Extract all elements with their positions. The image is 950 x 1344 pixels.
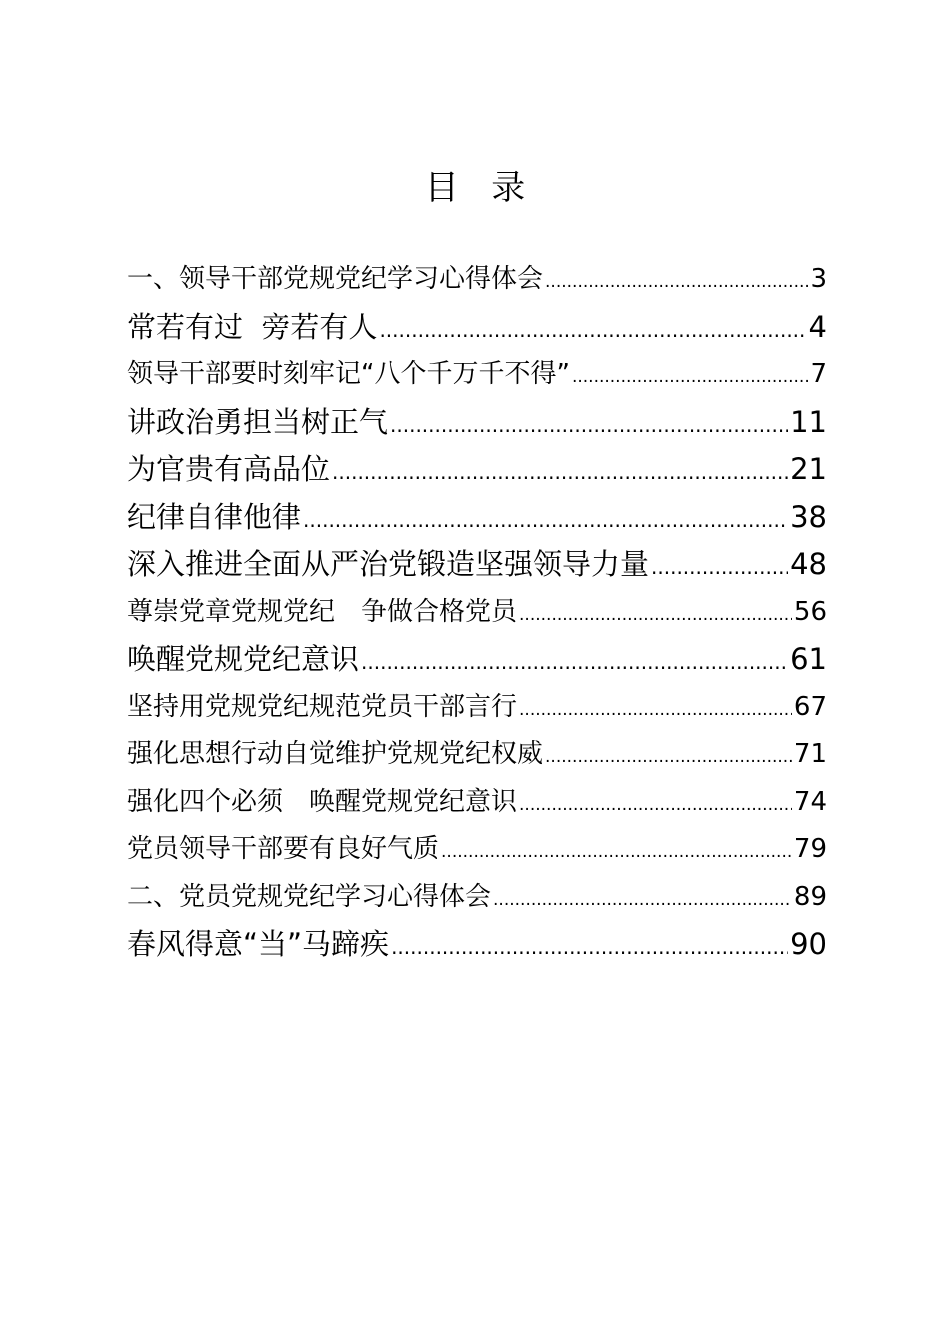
toc-leader-dots bbox=[390, 402, 788, 447]
toc-leader-dots bbox=[391, 924, 788, 969]
toc-entry-title: 深入推进全面从严治党锻造坚强领导力量 bbox=[127, 547, 650, 581]
toc-leader-dots bbox=[519, 592, 792, 637]
toc-leader-dots bbox=[545, 259, 808, 304]
toc-entry[interactable] bbox=[127, 921, 827, 969]
toc-entry[interactable] bbox=[127, 304, 827, 352]
toc-entry[interactable] bbox=[127, 541, 827, 589]
toc-leader-dots bbox=[545, 734, 792, 779]
toc-entry-title: 一、领导干部党规党纪学习心得体会 bbox=[127, 264, 544, 294]
toc-entry[interactable] bbox=[127, 589, 827, 637]
toc-entry[interactable] bbox=[127, 684, 827, 732]
toc-entry[interactable] bbox=[127, 351, 827, 399]
toc-leader-dots bbox=[572, 354, 809, 399]
toc-page-number: 56 bbox=[793, 596, 827, 627]
toc-page-number: 71 bbox=[793, 739, 827, 769]
toc-entry[interactable] bbox=[127, 636, 827, 684]
toc-entry[interactable] bbox=[127, 494, 827, 542]
toc-page-number: 74 bbox=[793, 786, 827, 817]
toc-page-number: 90 bbox=[790, 927, 827, 961]
toc-leader-dots bbox=[332, 449, 788, 494]
toc-page-number: 11 bbox=[790, 404, 827, 439]
toc-entry[interactable] bbox=[127, 399, 827, 447]
toc-entry[interactable] bbox=[127, 256, 827, 304]
toc-page-number: 79 bbox=[793, 834, 827, 864]
toc-entry-title: 春风得意“当”马蹄疾 bbox=[127, 927, 390, 961]
toc-entry-title: 为官贵有高品位 bbox=[127, 452, 331, 486]
toc-page-number: 38 bbox=[790, 499, 827, 534]
toc-page-number: 61 bbox=[790, 642, 827, 676]
toc-entry-title: 唤醒党规党纪意识 bbox=[127, 642, 360, 676]
toc-entry[interactable] bbox=[127, 446, 827, 494]
toc-page-number: 7 bbox=[810, 359, 827, 389]
toc-entry-title: 党员领导干部要有良好气质 bbox=[127, 834, 440, 864]
toc-entry[interactable] bbox=[127, 874, 827, 922]
toc-entry-title: 常若有过 旁若有人 bbox=[127, 309, 378, 344]
toc-entry-title: 强化思想行动自觉维护党规党纪权威 bbox=[127, 739, 544, 769]
toc-page-number: 48 bbox=[790, 547, 827, 581]
toc-entry-title: 纪律自律他律 bbox=[127, 499, 302, 534]
toc-leader-dots bbox=[441, 829, 792, 874]
toc-leader-dots bbox=[519, 782, 792, 827]
toc-entry-title: 领导干部要时刻牢记“八个千万千不得” bbox=[127, 359, 570, 389]
toc-entry-title: 二、党员党规党纪学习心得体会 bbox=[127, 881, 492, 912]
toc-leader-dots bbox=[361, 639, 788, 684]
toc-leader-dots bbox=[303, 497, 788, 542]
toc-page-number: 4 bbox=[808, 309, 827, 344]
toc-entry[interactable] bbox=[127, 731, 827, 779]
toc-page-number: 3 bbox=[810, 264, 827, 294]
toc-entry-title: 坚持用党规党纪规范党员干部言行 bbox=[127, 691, 518, 722]
toc-leader-dots bbox=[379, 307, 806, 352]
toc-entry-title: 强化四个必须 唤醒党规党纪意识 bbox=[127, 786, 518, 817]
toc-entry-title: 尊崇党章党规党纪 争做合格党员 bbox=[127, 596, 518, 627]
toc-page-number: 21 bbox=[790, 452, 827, 486]
toc-leader-dots bbox=[651, 544, 788, 589]
toc-entry[interactable] bbox=[127, 779, 827, 827]
toc-entry-title: 讲政治勇担当树正气 bbox=[127, 404, 389, 439]
toc-entry[interactable] bbox=[127, 826, 827, 874]
toc-leader-dots bbox=[519, 687, 792, 732]
toc-list bbox=[127, 256, 827, 969]
toc-page-number: 67 bbox=[793, 691, 827, 722]
toc-leader-dots bbox=[493, 877, 792, 922]
toc-page-number: 89 bbox=[793, 881, 827, 912]
toc-title: 目 录 bbox=[424, 168, 526, 208]
